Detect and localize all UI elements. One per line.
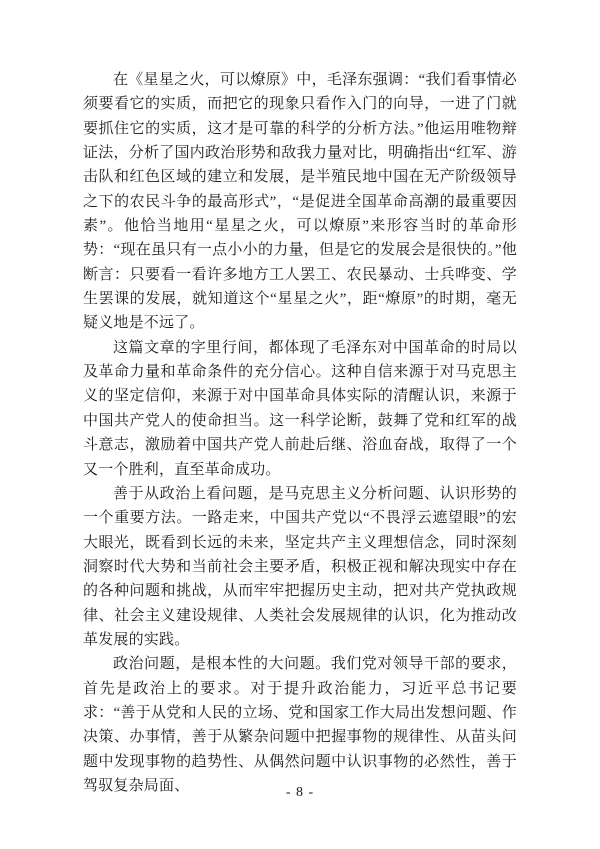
paragraph-3: 善于从政治上看问题，是马克思主义分析问题、认识形势的一个重要方法。一路走来，中国共产党以“不畏浮云遮望眼”的宏大眼光，既看到长远的未来，坚定共产主义理想信念，同时深刻洞察时代大势和当前社会主要矛盾，积极正视和解决现实中存在的各种问题和挑战，从而牢牢把握历史主动，把对共产党执政规律、社会主义建设规律、人类社会发展规律的认识，化为推动改革发展的实践。 [83,485,517,648]
paragraph-1: 在《星星之火，可以燎原》中，毛泽东强调：“我们看事情必须要看它的实质，而把它的现象只看作入门的向导，一进了门就要抓住它的实质，这才是可靠的科学的分析方法。”他运用唯物辩证法，分析了国内政治形势和敌我力量对比，明确指出“红军、游击队和红色区域的建立和发展，是半殖民地中国在无产阶级领导之下的农民斗争的最高形式”，“是促进全国革命高潮的最重要因素”。他恰当地用“星星之火，可以燎原”来形容当时的革命形势：“现在虽只有一点小小的力量，但是它的发展会是很快的。”他断言：只要看一看许多地方工人罢工、农民暴动、士兵哗变、学生罢课的发展，就知道这个“星星之火”，距“燎原”的时期，毫无疑义地是不远了。 [83,72,517,332]
document-body [83,68,517,798]
paragraph-2: 这篇文章的字里行间，都体现了毛泽东对中国革命的时局以及革命力量和革命条件的充分信心。这种自信来源于对马克思主义的坚定信仰，来源于对中国革命具体实际的清醒认识，来源于中国共产党人的使命担当。这一科学论断，鼓舞了党和红军的战斗意志，激励着中国共产党人前赴后继、浴血奋战，取得了一个又一个胜利，直至革命成功。 [83,339,517,478]
paragraph-4: 政治问题，是根本性的大问题。我们党对领导干部的要求，首先是政治上的要求。对于提升政治能力，习近平总书记要求：“善于从党和人民的立场、党和国家工作大局出发想问题、作决策、办事情，善于从繁杂问题中把握事物的规律性、从苗头问题中发现事物的趋势性、从偶然问题中认识事物的必然性，善于驾驭复杂局面、 [83,656,517,794]
page-number: - 8 - [285,785,315,800]
